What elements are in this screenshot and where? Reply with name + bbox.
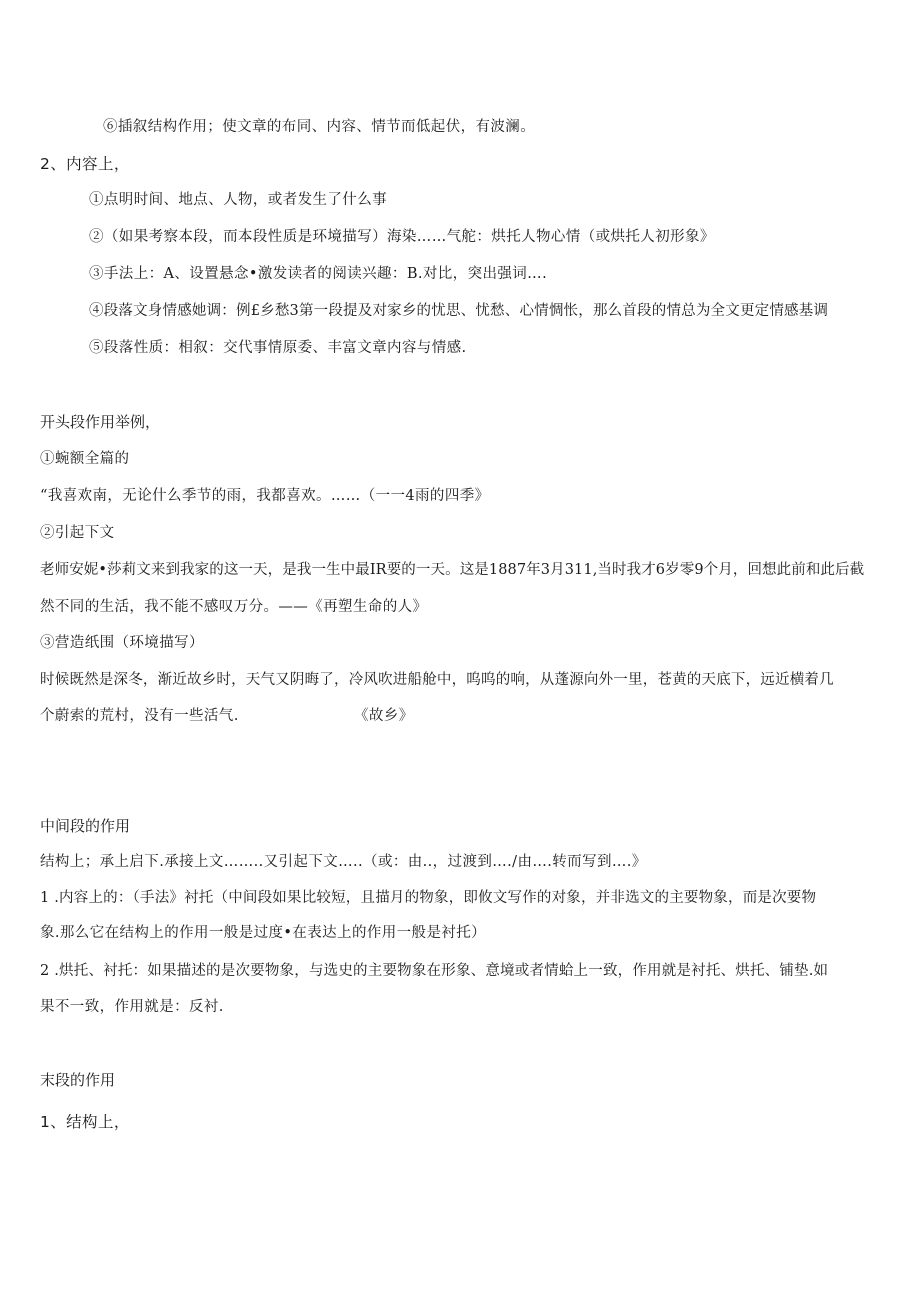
- content-item-2: ②（如果考察本段，而本段性质是环境描写）海染……气舵：烘托人物心情（或烘托人初形象》: [89, 229, 715, 245]
- opening-example-1-label: ①蜿额全篇的: [40, 451, 130, 467]
- content-item-1: ①点明时间、地点、人物，或者发生了什么事: [89, 192, 387, 208]
- middle-structure: 结构上；承上启下.承接上文……..又引起下文…..（或：由..，过渡到…./由….转而写到….》: [40, 854, 647, 870]
- middle-point-2-line-1: 2 .烘托、衬托：如果描述的是次要物象，与选史的主要物象在形象、意境或者情蛤上一致，作用就是衬托、烘托、铺垫.如: [40, 963, 829, 979]
- content-item-4: ④段落文身情感她调：例£乡愁3第一段提及对家乡的忧思、忧愁、心情惆怅，那么首段的情总为全文更定情感基调: [89, 303, 829, 319]
- middle-point-2-line-2: 果不一致，作用就是：反衬.: [40, 999, 224, 1015]
- content-item-5: ⑤段落性质：相叙：交代事情原委、丰富文章内容与情感.: [89, 340, 467, 356]
- opening-example-3-line-1: 时候既然是深冬，渐近故乡时，天气又阴晦了，冷风吹进船舱中，呜呜的响，从蓬源向外一里，苍黄的天底下，远近横着几: [40, 672, 834, 688]
- ending-heading: 末段的作用: [40, 1071, 116, 1089]
- content-heading: 2、内容上，: [40, 155, 130, 173]
- middle-point-1-line-1: 1 .内容上的：（手法》衬托（中间段如果比较短，且描月的物象，即攸文写作的对象，并非选文的主要物象，而是次要物: [40, 890, 817, 906]
- opening-example-2-line-2: 然不同的生活，我不能不感叹万分。——《再塑生命的人》: [40, 599, 428, 615]
- opening-heading: 开头段作用举例，: [40, 413, 161, 431]
- opening-example-3-label: ③营造纸围（环境描写）: [40, 635, 204, 651]
- opening-example-3-source: 《故乡》: [354, 708, 414, 724]
- ending-structure-heading: 1、结构上，: [40, 1113, 130, 1131]
- opening-example-1-text: “我喜欢南，无论什么季节的雨，我都喜欢。……（一一4雨的四季》: [40, 488, 490, 504]
- item-6-flashback: ⑥插叙结构作用；使文章的布同、内容、情节而低起伏，有波澜。: [103, 119, 536, 135]
- middle-heading: 中间段的作用: [40, 817, 131, 835]
- opening-example-2-label: ②引起下文: [40, 525, 115, 541]
- opening-example-3-line-2: 个蔚索的荒村，没有一些活气.: [40, 708, 239, 724]
- content-item-3: ③手法上：A、设置悬念•激发读者的阅读兴趣：B.对比，突出强词….: [89, 266, 548, 282]
- opening-example-2-line-1: 老师安妮•莎莉文来到我家的这一天，是我一生中最IR要的一天。这是1887年3月311,当时我才6岁零9个月，回想此前和此后截: [40, 562, 865, 578]
- middle-point-1-line-2: 象.那么它在结构上的作用一般是过度•在表达上的作用一般是衬托）: [40, 925, 487, 941]
